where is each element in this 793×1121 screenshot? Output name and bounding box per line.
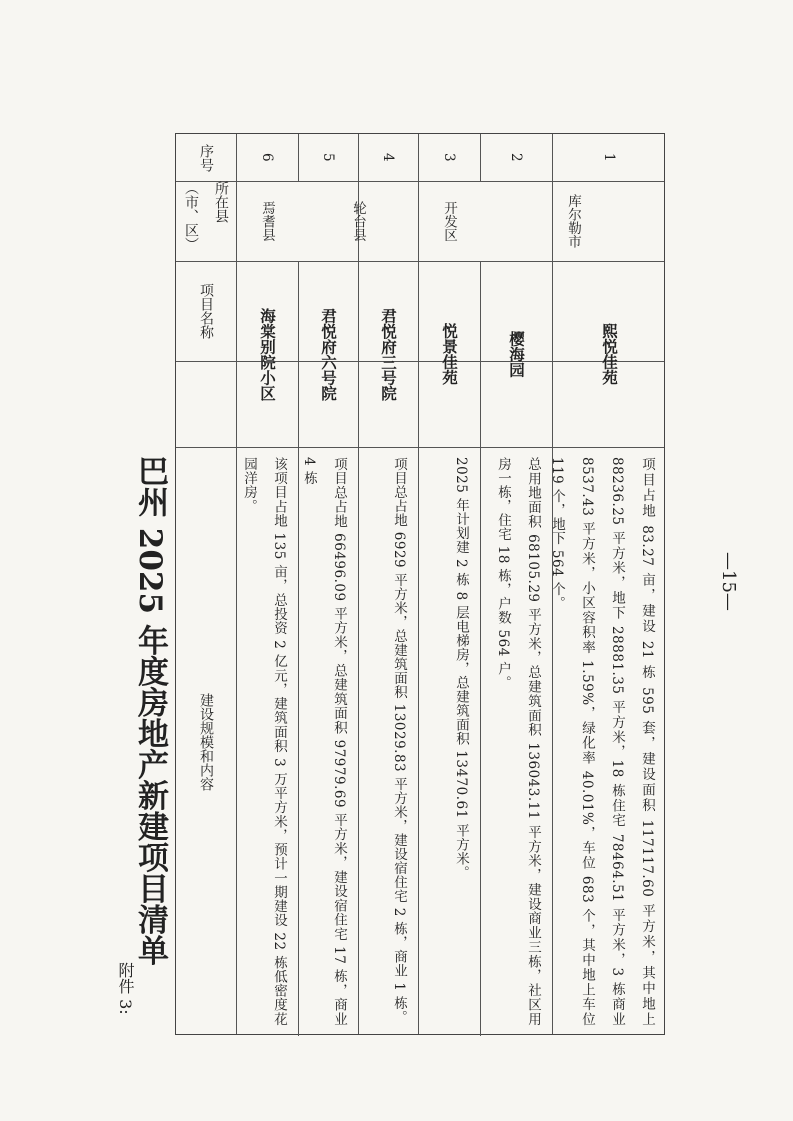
- row-seq: 4: [380, 153, 396, 162]
- row-county: 库尔勒市: [565, 194, 581, 248]
- row-content: 项目总占地 66496.09 平方米，总建筑面积 97979.69 平方米，建设宿住宅 17 栋，商业 4 栋: [301, 457, 347, 1026]
- attachment-label: 附件 3:: [116, 962, 135, 1015]
- project-table: [175, 133, 665, 1035]
- header-seq: 序号: [198, 143, 214, 172]
- header-name: 项目名称: [198, 283, 214, 339]
- row-content: 该项目占地 135 亩，总投资 2 亿元，建筑面积 3 万平方米，预计一期建设 22 栋低密度花园洋房。: [241, 457, 287, 1026]
- row-project-name: 悦景佳苑: [440, 323, 459, 385]
- row-seq: 5: [320, 153, 336, 162]
- row-project-name: 君悦府三号院: [379, 307, 398, 401]
- row-seq: 1: [601, 153, 617, 162]
- page-number: —15—: [718, 552, 739, 611]
- row-county: 焉耆县: [259, 200, 275, 242]
- row-seq: 2: [508, 153, 524, 162]
- row-seq: 3: [441, 153, 457, 162]
- row-content: 项目总占地 6929 平方米，总建筑面积 13029.83 平方米，建设宿住宅 2 栋，商业 1 栋。: [391, 457, 407, 1025]
- row-seq: 6: [259, 153, 275, 162]
- page-title: 巴州 2025 年度房地产新建项目清单: [132, 454, 168, 966]
- row-content: 2025 年计划建 2 栋 8 层电梯房，总建筑面积 13470.61 平方米。: [453, 457, 469, 880]
- row-content: 项目占地 83.27 亩，建设 21 栋 595 套，建设面积 117117.60 平方米，其中地上 88236.25 平方米，地下 28881.35 平方米，18 栋住宅 78464.51 平方米，3 栋商业 8537.43 平方米，小区容积率 1.59%，绿化率 40.01%，车位 683 个，其中地上车位 119 个，地下 564 个。: [549, 457, 655, 1026]
- row-project-name: 樱海园: [507, 330, 526, 378]
- row-county: 轮台县: [350, 200, 366, 242]
- row-project-name: 熙悦佳苑: [600, 323, 619, 385]
- row-content: 总用地面积 68105.29 平方米，总建筑面积 136043.11 平方米，建设商业三栋，社区用房一栋，住宅 18 栋，户数 564 户。: [495, 457, 541, 1026]
- header-content: 建设规模和内容: [198, 692, 214, 791]
- row-county: 开发区: [441, 200, 457, 242]
- row-project-name: 海棠别院小区: [258, 307, 277, 401]
- row-project-name: 君悦府六号院: [319, 307, 338, 401]
- header-county: 所在县（市、区）: [183, 181, 229, 251]
